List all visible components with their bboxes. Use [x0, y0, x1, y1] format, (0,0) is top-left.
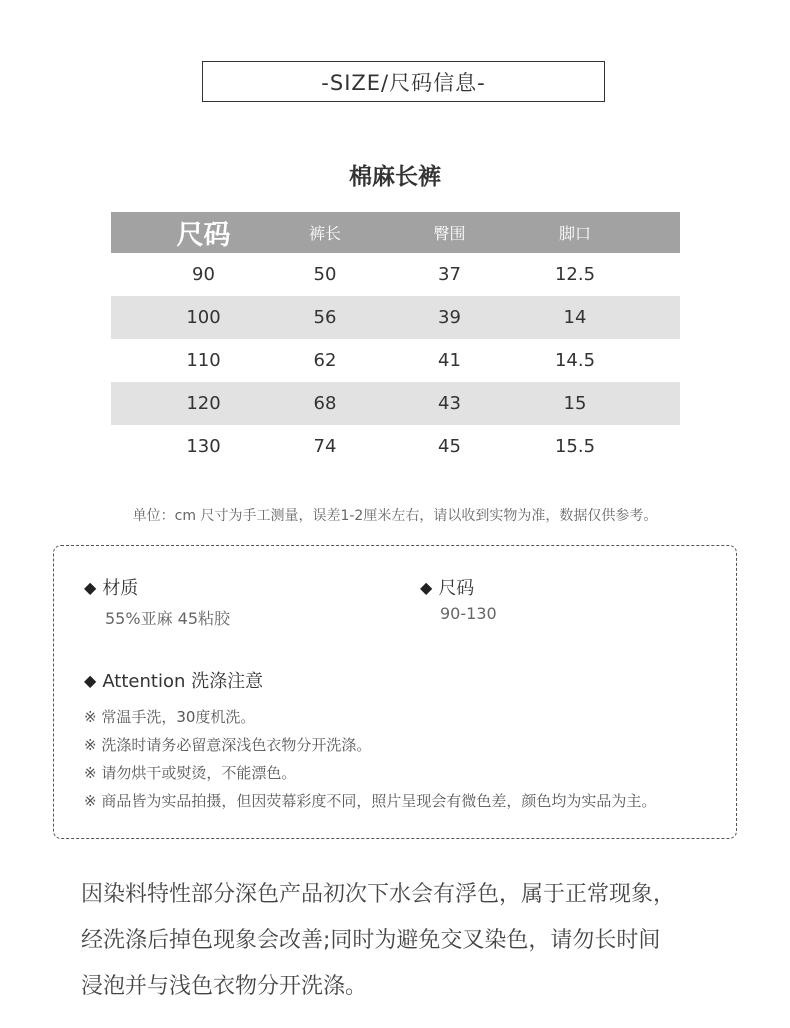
care-item: ※ 请勿烘干或熨烫，不能漂色。	[84, 764, 297, 782]
cell-hem: 15.5	[554, 436, 596, 457]
material-heading	[84, 574, 138, 600]
table-row	[111, 382, 680, 425]
cell-size: 130	[186, 436, 221, 457]
footer-note	[81, 872, 741, 1010]
table-row	[111, 296, 680, 339]
care-list	[84, 703, 656, 815]
size-value: 90-130	[440, 604, 497, 623]
cell-length: 56	[313, 307, 337, 328]
header-hip: 臀围	[433, 224, 466, 243]
diamond-icon: ◆	[84, 670, 97, 690]
care-item: ※ 商品皆为实品拍摄，但因荧幕彩度不同，照片呈现会有微色差，颜色均为实品为主。	[84, 792, 657, 810]
cell-size: 90	[192, 264, 215, 285]
care-label: Attention 洗涤注意	[102, 671, 264, 692]
cell-length: 74	[313, 436, 337, 457]
header-hem: 脚口	[558, 224, 591, 243]
care-item: ※ 洗涤时请务必留意深浅色衣物分开洗涤。	[84, 736, 372, 754]
product-title: 棉麻长裤	[349, 164, 441, 190]
cell-size: 100	[186, 307, 221, 328]
footer-line: 浸泡并与浅色衣物分开洗涤。	[81, 974, 368, 999]
cell-hem: 14	[563, 307, 587, 328]
header-size: 尺码	[176, 220, 231, 251]
cell-hem: 12.5	[554, 264, 596, 285]
footer-line: 因染料特性部分深色产品初次下水会有浮色，属于正常现象，	[81, 882, 676, 907]
cell-size: 110	[186, 350, 221, 371]
material-value: 55%亚麻 45粘胶	[105, 609, 231, 628]
cell-length: 50	[313, 264, 337, 285]
diamond-icon: ◆	[420, 577, 433, 597]
care-item: ※ 常温手洗，30度机洗。	[84, 708, 256, 726]
table-row	[111, 339, 680, 382]
cell-hip: 43	[438, 393, 461, 414]
size-heading	[420, 574, 474, 600]
diamond-icon: ◆	[84, 577, 97, 597]
cell-size: 120	[186, 393, 221, 414]
cell-length: 68	[313, 393, 337, 414]
cell-hem: 14.5	[554, 350, 596, 371]
info-box	[53, 545, 737, 839]
table-header-row	[111, 212, 680, 253]
size-table	[111, 212, 680, 468]
section-title: -SIZE/尺码信息-	[321, 70, 486, 95]
footer-line: 经洗涤后掉色现象会改善;同时为避免交叉染色，请勿长时间	[81, 928, 661, 953]
table-row	[111, 425, 680, 468]
cell-hip: 39	[438, 307, 461, 328]
cell-hip: 37	[438, 264, 461, 285]
table-row	[111, 253, 680, 296]
material-label: 材质	[102, 578, 139, 599]
header-length: 裤长	[308, 224, 341, 243]
section-title-box	[202, 61, 605, 102]
cell-hem: 15	[563, 393, 587, 414]
cell-length: 62	[313, 350, 337, 371]
size-label: 尺码	[438, 578, 475, 599]
care-heading	[84, 667, 263, 693]
cell-hip: 45	[438, 436, 461, 457]
cell-hip: 41	[438, 350, 461, 371]
unit-note: 单位：cm 尺寸为手工测量，误差1-2厘米左右，请以收到实物为准，数据仅供参考。	[132, 508, 658, 524]
